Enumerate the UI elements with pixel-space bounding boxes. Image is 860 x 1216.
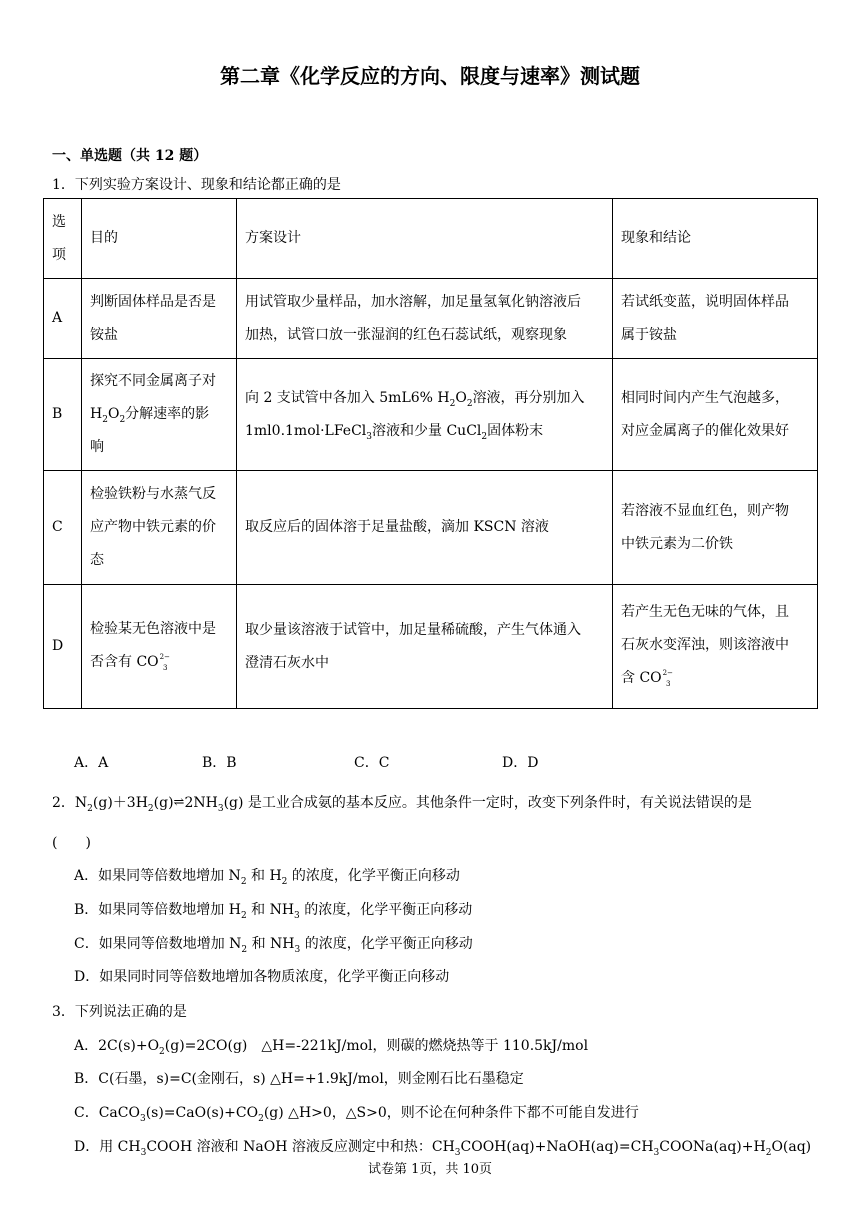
choice-a[interactable]: A．A bbox=[74, 755, 109, 771]
q2-option-a[interactable]: A．如果同等倍数地增加 $N_2$ 和 $H_2$ 的浓度，化学平衡正向移动 bbox=[74, 868, 460, 887]
header-option: 选 项 bbox=[44, 199, 82, 279]
q2-stem: 2．$N_2(g)+3H_2(g)\rightleftharpoons 2NH_3(g)$ 是工业合成氨的基本反应。其他条件一定时，改变下列条件时，有关说法错误的是 bbox=[52, 795, 752, 814]
carbonate-ion-charge: 2−3 bbox=[662, 669, 673, 688]
row-result: 若产生无色无味的气体，且 石灰水变浑浊，则该溶液中 含 CO2−3 bbox=[613, 585, 818, 709]
header-design: 方案设计 bbox=[237, 199, 613, 279]
row-purpose: 判断固体样品是否是 铵盐 bbox=[82, 279, 237, 359]
choice-d[interactable]: D．D bbox=[502, 755, 539, 771]
q3-option-a[interactable]: A．$2C(s)+O_2(g)=2CO(g)$ △H=-221kJ/mol，则碳的燃烧热等于 110.5kJ/mol bbox=[74, 1038, 589, 1057]
q2-answer-paren: ( ) bbox=[52, 835, 91, 851]
q1-table bbox=[43, 198, 818, 709]
section-heading: 一、单选题（共 12 题） bbox=[52, 148, 208, 164]
choice-b[interactable]: B．B bbox=[202, 755, 237, 771]
equilibrium-arrow-icon: ⇌ bbox=[173, 795, 185, 810]
table-row bbox=[44, 359, 818, 471]
q3-option-b[interactable]: B．C(石墨，s)=C(金刚石，s) △H=+1.9kJ/mol，则金刚石比石墨稳定 bbox=[74, 1071, 524, 1087]
row-option: C bbox=[44, 471, 82, 585]
row-purpose: 探究不同金属离子对 $H_2O_2$分解速率的影 响 bbox=[82, 359, 237, 471]
row-result: 若溶液不显血红色，则产物 中铁元素为二价铁 bbox=[613, 471, 818, 585]
page-title: 第二章《化学反应的方向、限度与速率》测试题 bbox=[220, 64, 640, 88]
row-option: B bbox=[44, 359, 82, 471]
row-option: D bbox=[44, 585, 82, 709]
q3-option-c[interactable]: C．$CaCO_3(s)=CaO(s)+CO_2(g)$ △H>0，△S>0，则不论在何种条件下都不可能自发进行 bbox=[74, 1105, 639, 1124]
table-row bbox=[44, 471, 818, 585]
row-design: 取少量该溶液于试管中，加足量稀硫酸，产生气体通入 澄清石灰水中 bbox=[237, 585, 613, 709]
q2-option-d[interactable]: D．如果同时同等倍数地增加各物质浓度，化学平衡正向移动 bbox=[74, 969, 450, 985]
row-design: 取反应后的固体溶于足量盐酸，滴加 KSCN 溶液 bbox=[237, 471, 613, 585]
row-result: 若试纸变蓝，说明固体样品 属于铵盐 bbox=[613, 279, 818, 359]
row-result: 相同时间内产生气泡越多， 对应金属离子的催化效果好 bbox=[613, 359, 818, 471]
row-design: 用试管取少量样品，加水溶解，加足量氢氧化钠溶液后 加热，试管口放一张湿润的红色石蕊试纸，观察现象 bbox=[237, 279, 613, 359]
row-purpose: 检验某无色溶液中是 否含有 CO2−3 bbox=[82, 585, 237, 709]
header-result: 现象和结论 bbox=[613, 199, 818, 279]
carbonate-ion-charge: 2−3 bbox=[159, 652, 170, 672]
page-footer: 试卷第 1页，共 10页 bbox=[367, 1162, 493, 1177]
q1-stem: 1．下列实验方案设计、现象和结论都正确的是 bbox=[52, 177, 341, 193]
q2-option-c[interactable]: C．如果同等倍数地增加 $N_2$ 和 $NH_3$ 的浓度，化学平衡正向移动 bbox=[74, 936, 473, 955]
q3-option-d[interactable]: D．用 $CH_3COOH$ 溶液和 NaOH 溶液反应测定中和热：$CH_3COOH(aq)+NaOH(aq)=CH_3COONa(aq)+H_2O(aq)$ bbox=[74, 1139, 812, 1158]
row-design: 向 2 支试管中各加入 5mL6% $H_2O_2$溶液，再分别加入 1ml0.1mol·LFeCl$_3$溶液和少量 CuCl$_2$固体粉末 bbox=[237, 359, 613, 471]
table-row bbox=[44, 279, 818, 359]
choice-c[interactable]: C．C bbox=[354, 755, 390, 771]
table-row bbox=[44, 585, 818, 709]
row-option: A bbox=[44, 279, 82, 359]
q3-stem: 3．下列说法正确的是 bbox=[52, 1004, 187, 1020]
table-header-row bbox=[44, 199, 818, 279]
header-purpose: 目的 bbox=[82, 199, 237, 279]
q2-option-b[interactable]: B．如果同等倍数地增加 $H_2$ 和 $NH_3$ 的浓度，化学平衡正向移动 bbox=[74, 902, 473, 921]
row-purpose: 检验铁粉与水蒸气反 应产物中铁元素的价 态 bbox=[82, 471, 237, 585]
